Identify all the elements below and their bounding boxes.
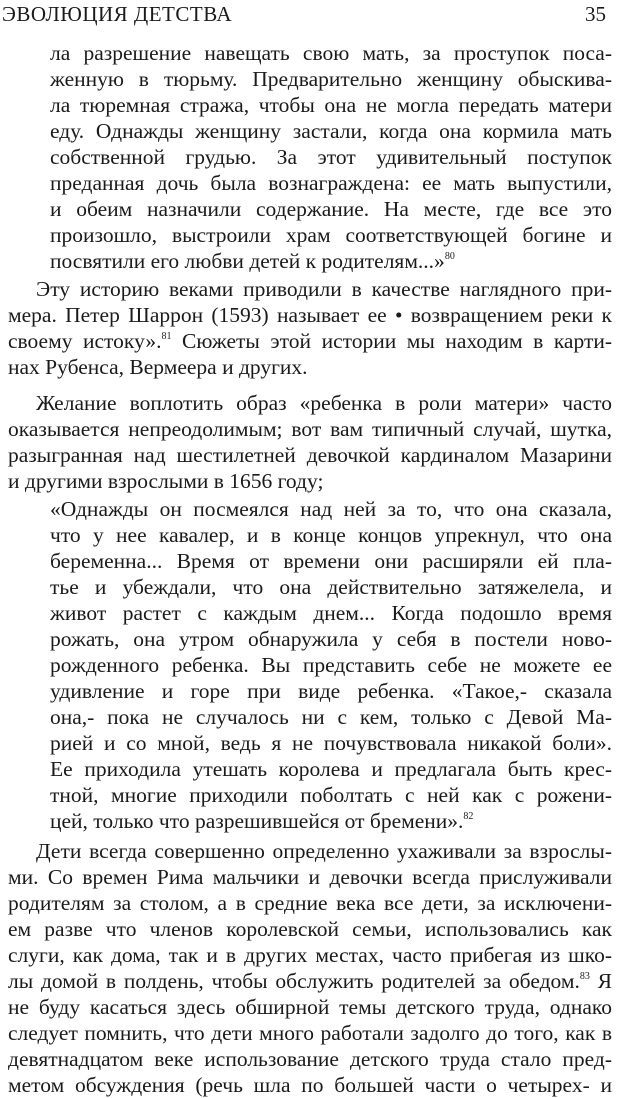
page-body <box>0 40 620 1098</box>
text-line <box>50 248 612 274</box>
text-line: она,- пока не случалось ни с кем, только с Девой Ма- <box>50 705 612 729</box>
text-line: девятнадцатом веке использование детского труда стало пред- <box>8 1047 612 1071</box>
quote-block-2 <box>0 496 620 834</box>
text-line: тье и убеждали, что она действительно затяжелела, и <box>50 575 612 599</box>
quote-block-1 <box>0 40 620 274</box>
text-line <box>50 808 612 834</box>
text-line: родителям за столом, а в средние века все дети, за исключени- <box>8 891 612 915</box>
text-segment: Сюжеты этой истории мы находим в карти- <box>182 329 613 353</box>
text-line: рожать, она утром обнаружила у себя в постели ново- <box>50 627 612 651</box>
text-segment: цей, только что разрешившейся от бремени». <box>50 809 464 833</box>
text-line: тной, многие приходили поболтать с ней как с рожени- <box>50 783 612 807</box>
text-line: оказывается непреодолимым; вот вам типичный случай, шутка, <box>8 417 612 441</box>
text-line: Эту историю веками приводили в качестве наглядного при- <box>36 277 612 301</box>
text-line: «Однажды он посмеялся над ней за то, что она сказала, <box>50 497 612 521</box>
text-segment: Я <box>597 969 613 993</box>
text-line: метом обсуждения (речь шла по большей части о четырех- и <box>8 1073 612 1097</box>
text-line: ми. Со времен Рима мальчики и девочки всегда прислуживали <box>8 865 612 889</box>
text-line: и другими взрослыми в 1656 году; <box>8 469 324 493</box>
text-line: женную в тюрьму. Предварительно женщину обыскива- <box>50 67 612 91</box>
text-segment: посвятили его любви детей к родителям...» <box>50 249 445 273</box>
text-line: слуги, как дома, так и в других местах, часто прибегая из шко- <box>8 943 612 967</box>
text-line: разыгранная над шестилетней девочкой кардиналом Мазарини <box>8 443 612 467</box>
text-line: Дети всегда совершенно определенно ухаживали за взрослы- <box>36 839 612 863</box>
text-line <box>8 328 612 354</box>
footnote-ref-81: 81 <box>161 331 172 342</box>
text-line: еду. Однажды женщину застали, когда она кормила мать <box>50 119 612 143</box>
footnote-ref-82: 82 <box>463 811 474 822</box>
paragraph-1 <box>0 276 620 380</box>
footnote-ref-83: 83 <box>579 971 590 982</box>
page-number: 35 <box>585 2 606 26</box>
paragraph-3 <box>0 838 620 1098</box>
text-line <box>8 968 612 994</box>
text-line: следует помнить, что дети много работали задолго до того, как в <box>8 1021 612 1045</box>
text-line: рожденного ребенка. Вы представить себе не можете ее <box>50 653 612 677</box>
text-line: не буду касаться здесь обширной темы детского труда, однако <box>8 995 612 1019</box>
footnote-ref-80: 80 <box>444 251 455 262</box>
text-line: мера. Петер Шаррон (1593) называет ее • возвращением реки к <box>8 303 612 327</box>
text-segment: лы домой в полдень, чтобы обслужить родителей за обедом. <box>8 969 580 993</box>
text-line: живот растет с каждым днем... Когда подошло время <box>50 601 612 625</box>
text-line: что у нее кавалер, и в конце концов упрекнул, что она <box>50 523 612 547</box>
paragraph-2 <box>0 390 620 494</box>
text-line: и обеим назначили содержание. На месте, где все это <box>50 197 612 221</box>
text-line: произошло, выстроили храм соответствующей богине и <box>50 223 612 247</box>
running-title: ЭВОЛЮЦИЯ ДЕТСТВА <box>2 2 233 26</box>
text-line: нах Рубенса, Вермеера и других. <box>8 355 308 379</box>
text-line: рией и со мной, ведь я не почувствовала никакой боли». <box>50 731 612 755</box>
text-line: ла тюремная стража, чтобы она не могла передать матери <box>50 93 612 117</box>
text-line: преданная дочь была вознаграждена: ее мать выпустили, <box>50 171 612 195</box>
text-line: ла разрешение навещать свою мать, за проступок поса- <box>50 41 612 65</box>
page-header <box>0 0 620 30</box>
text-segment: своему истоку». <box>8 329 162 353</box>
text-line: ем разве что членов королевской семьи, использовались как <box>8 917 612 941</box>
text-line: удивление и горе при виде ребенка. «Такое,- сказала <box>50 679 612 703</box>
text-line: Желание воплотить образ «ребенка в роли матери» часто <box>36 391 612 415</box>
text-line: беременна... Время от времени они расширяли ей пла- <box>50 549 612 573</box>
text-line: Ее приходила утешать королева и предлагала быть крес- <box>50 757 612 781</box>
text-line: собственной грудью. За этот удивительный поступок <box>50 145 612 169</box>
